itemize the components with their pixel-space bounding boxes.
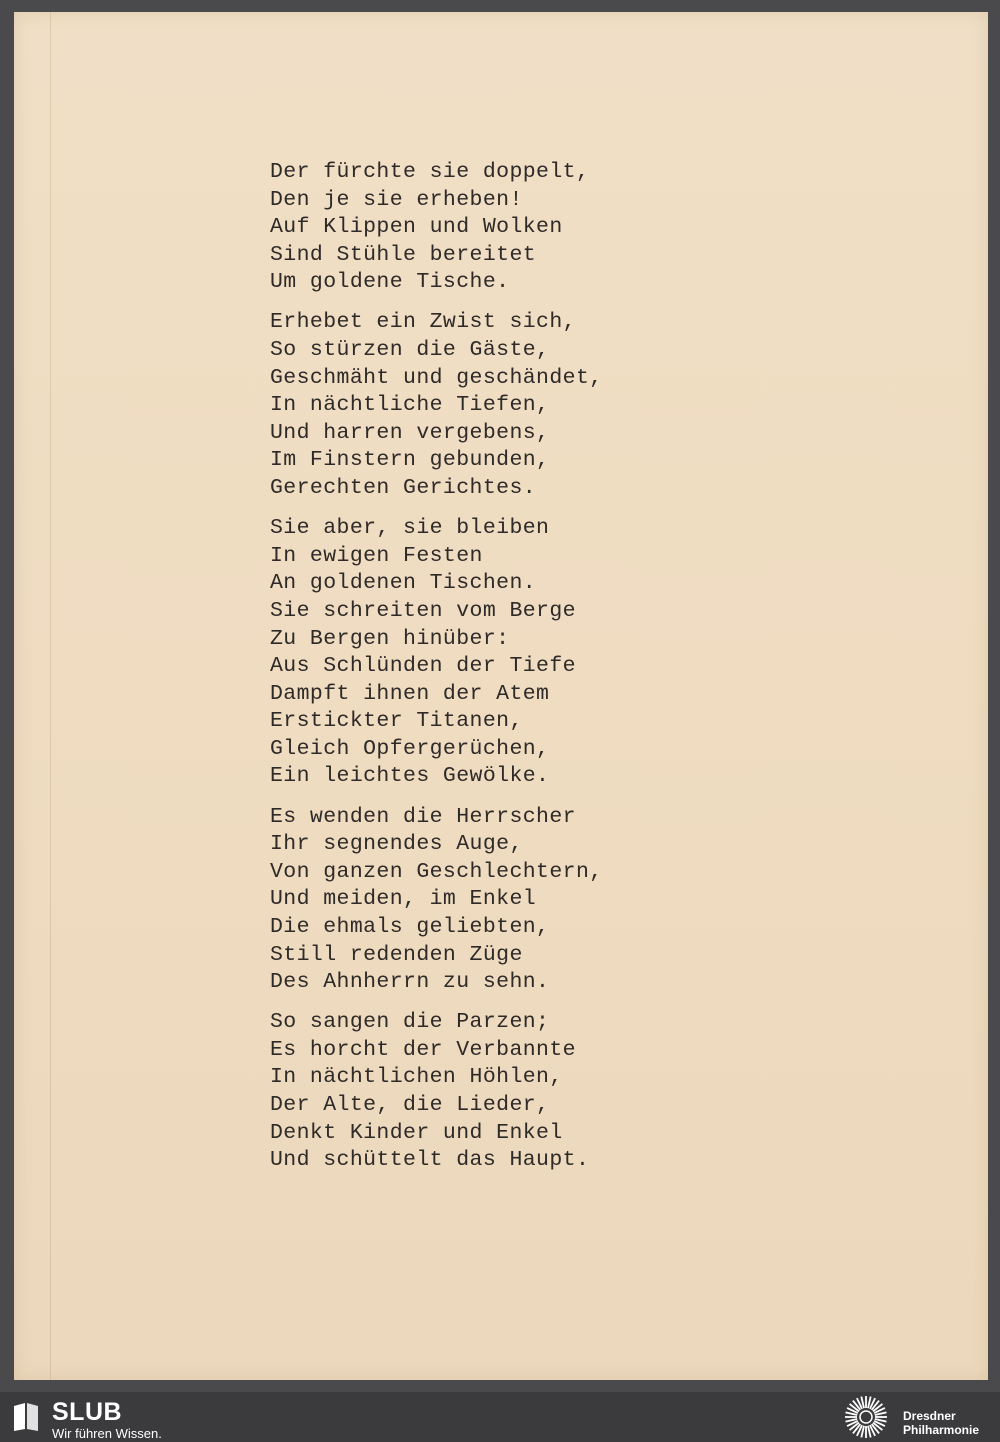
stanza-3 — [270, 515, 790, 791]
stanza-1 — [270, 159, 790, 297]
poem-line: Und schüttelt das Haupt. — [270, 1148, 590, 1173]
paper-fold-line — [50, 12, 51, 1380]
poem-line: Sie aber, sie bleiben — [270, 516, 550, 541]
stanza-5 — [270, 1009, 790, 1175]
poem-line: Dampft ihnen der Atem — [270, 681, 550, 706]
poem-line: Die ehmals geliebten, — [270, 914, 550, 939]
poem-line: In ewigen Festen — [270, 543, 483, 568]
poem-line: Gleich Opfergerüchen, — [270, 736, 550, 761]
poem-line: Zu Bergen hinüber: — [270, 626, 510, 651]
footer-bar — [0, 1392, 1000, 1442]
poem-line: Erhebet ein Zwist sich, — [270, 310, 576, 335]
poem-line: Sind Stühle bereitet — [270, 242, 537, 267]
poem-line: Still redenden Züge — [270, 942, 523, 967]
poem-line: In nächtlichen Höhlen, — [270, 1065, 563, 1090]
document-page — [14, 12, 988, 1380]
slub-tagline: Wir führen Wissen. — [52, 1426, 162, 1441]
stanza-2 — [270, 309, 790, 502]
poem-line: Der Alte, die Lieder, — [270, 1093, 550, 1117]
poem-line: Erstickter Titanen, — [270, 709, 523, 734]
poem-line: Den je sie erheben! — [270, 187, 523, 212]
poem-line: Sie schreiten vom Berge — [270, 598, 576, 623]
poem-line: Es horcht der Verbannte — [270, 1037, 576, 1062]
stanza-4 — [270, 804, 790, 997]
logo-line-1: Dresdner — [903, 1409, 956, 1423]
poem-line: So sangen die Parzen; — [270, 1010, 550, 1035]
dresdner-philharmonie-name — [903, 1409, 979, 1437]
poem-line: Im Finstern gebunden, — [270, 448, 550, 473]
poem-line: An goldenen Tischen. — [270, 571, 537, 596]
poem-line: Und meiden, im Enkel — [270, 887, 537, 912]
poem-line: Auf Klippen und Wolken — [270, 215, 563, 240]
poem-line: Geschmäht und geschändet, — [270, 365, 603, 390]
slub-name: SLUB — [52, 1398, 123, 1426]
poem-line: Und harren vergebens, — [270, 420, 550, 445]
poem-line: Um goldene Tische. — [270, 270, 510, 295]
poem-line: Von ganzen Geschlechtern, — [270, 859, 603, 884]
poem — [270, 159, 790, 1187]
poem-line: Ein leichtes Gewölke. — [270, 764, 550, 789]
book-icon — [12, 1402, 40, 1432]
poem-line: Der fürchte sie doppelt, — [270, 160, 590, 184]
poem-line: Denkt Kinder und Enkel — [270, 1120, 563, 1145]
dresdner-philharmonie-logo[interactable] — [842, 1395, 992, 1439]
poem-line: In nächtliche Tiefen, — [270, 393, 550, 418]
poem-line: Ihr segnendes Auge, — [270, 832, 523, 857]
sunburst-icon — [842, 1395, 890, 1439]
poem-line: Des Ahnherrn zu sehn. — [270, 970, 550, 995]
logo-line-2: Philharmonie — [903, 1423, 980, 1437]
poem-line: Aus Schlünden der Tiefe — [270, 654, 576, 679]
poem-line: Es wenden die Herrscher — [270, 804, 576, 829]
poem-line: Gerechten Gerichtes. — [270, 476, 537, 501]
poem-line: So stürzen die Gäste, — [270, 338, 550, 363]
sunburst-center — [860, 1411, 872, 1423]
